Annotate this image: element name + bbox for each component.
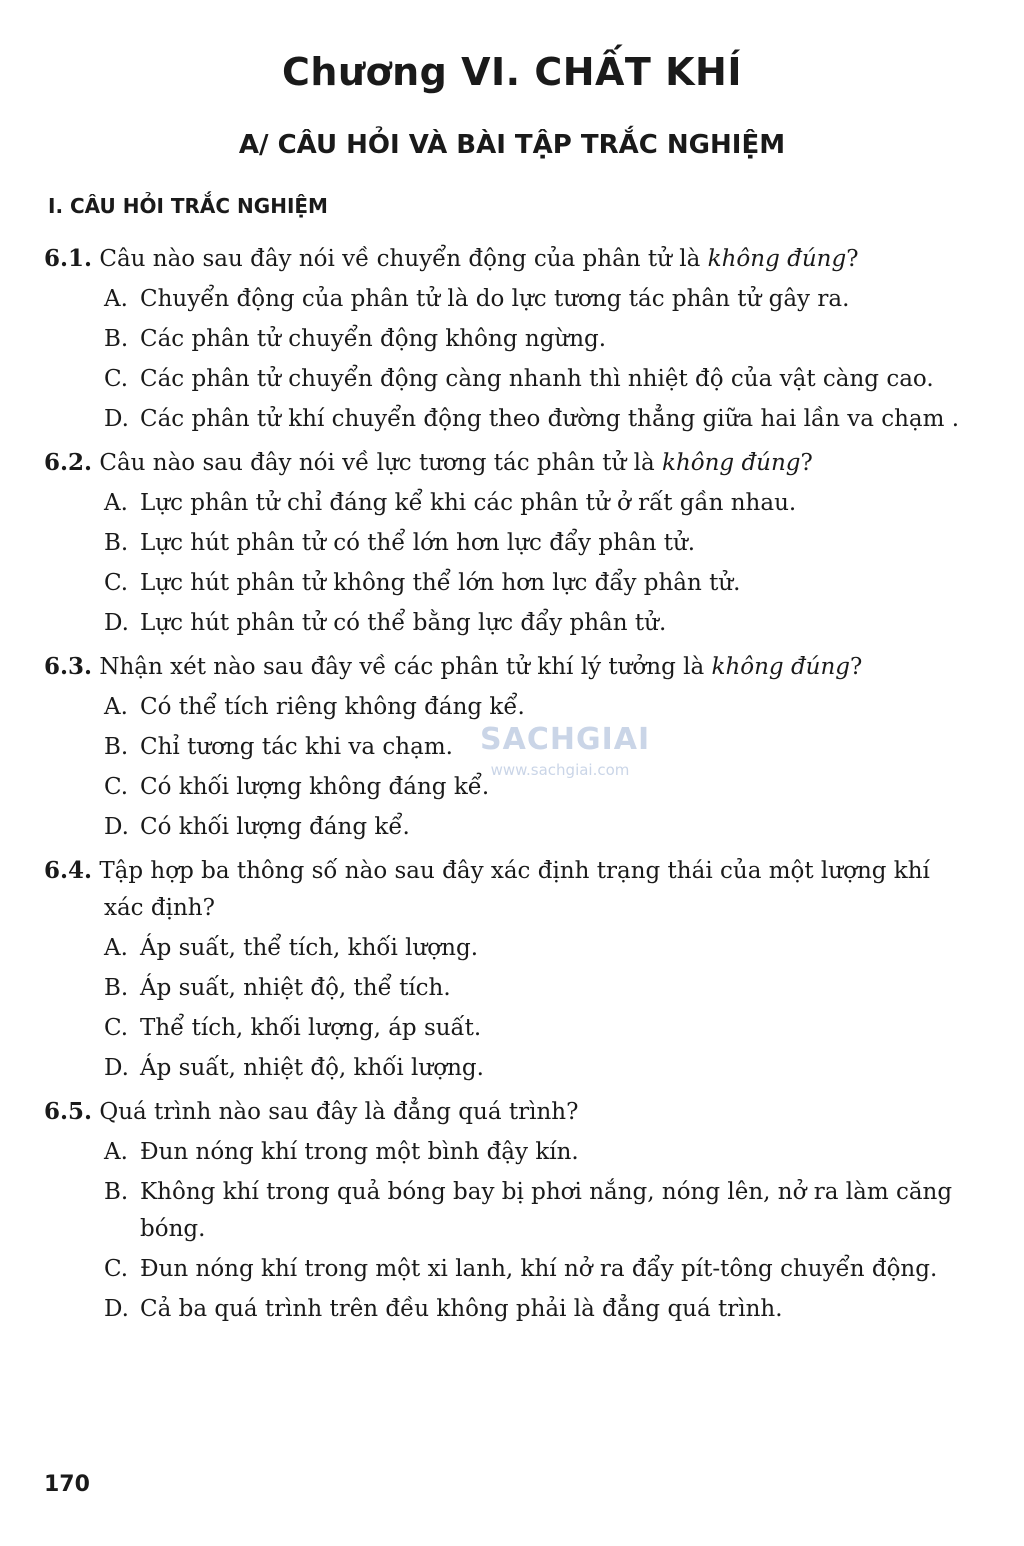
question-6-5 [44, 1093, 964, 1328]
question-number: 6.5. [44, 1098, 93, 1125]
option-letter: B. [104, 734, 129, 760]
option-text: Các phân tử khí chuyển động theo đường thẳng giữa hai lần va chạm . [140, 406, 960, 432]
option-text: Đun nóng khí trong một bình đậy kín. [140, 1139, 579, 1165]
option-text: Có khối lượng không đáng kể. [140, 774, 490, 800]
option-letter: D. [104, 406, 129, 432]
option-b [44, 321, 964, 358]
option-letter: A. [104, 286, 128, 312]
question-6-1 [44, 240, 964, 438]
option-c [44, 565, 964, 602]
option-d [44, 809, 964, 846]
option-text: Các phân tử chuyển động không ngừng. [140, 326, 607, 352]
option-letter: D. [104, 1055, 129, 1081]
option-letter: B. [104, 1179, 129, 1205]
question-stem [44, 648, 964, 686]
option-d [44, 1050, 964, 1087]
question-emphasis: không đúng [662, 450, 801, 476]
option-letter: D. [104, 1296, 129, 1322]
option-d [44, 605, 964, 642]
option-letter: A. [104, 694, 128, 720]
option-c [44, 1251, 964, 1288]
page-number: 170 [44, 1472, 90, 1497]
option-letter: B. [104, 975, 129, 1001]
question-6-2 [44, 444, 964, 642]
watermark [480, 722, 651, 779]
option-text: Cả ba quá trình trên đều không phải là đẳng quá trình. [140, 1296, 783, 1322]
option-text: Áp suất, nhiệt độ, thể tích. [140, 975, 451, 1001]
option-a [44, 1134, 964, 1171]
question-suffix: ? [800, 450, 813, 476]
question-emphasis: không đúng [711, 654, 851, 680]
option-text: Chuyển động của phân tử là do lực tương tác phân tử gây ra. [140, 286, 850, 312]
option-a [44, 689, 964, 726]
option-c [44, 361, 964, 398]
question-text: Câu nào sau đây nói về lực tương tác phân tử là [99, 450, 663, 476]
option-text: Không khí trong quả bóng bay bị phơi nắng, nóng lên, nở ra làm căng bóng. [140, 1179, 953, 1242]
option-d [44, 401, 964, 438]
option-a [44, 930, 964, 967]
option-letter: D. [104, 814, 129, 840]
watermark-url: www.sachgiai.com [490, 761, 630, 779]
option-b [44, 525, 964, 562]
option-a [44, 485, 964, 522]
option-letter: C. [104, 774, 129, 800]
option-text: Có khối lượng đáng kể. [140, 814, 410, 840]
option-letter: D. [104, 610, 129, 636]
option-text: Thể tích, khối lượng, áp suất. [140, 1015, 482, 1041]
option-letter: A. [104, 1139, 128, 1165]
chapter-title: Chương VI. CHẤT KHÍ [282, 50, 742, 94]
option-d [44, 1291, 964, 1328]
option-text: Đun nóng khí trong một xi lanh, khí nở ra đẩy pít-tông chuyển động. [140, 1256, 938, 1282]
option-letter: A. [104, 935, 128, 961]
question-stem [44, 240, 964, 278]
option-text: Áp suất, thể tích, khối lượng. [140, 935, 479, 961]
question-text: Câu nào sau đây nói về chuyển động của phân tử là [99, 246, 708, 272]
option-b [44, 1174, 964, 1248]
option-letter: C. [104, 1015, 129, 1041]
option-text: Các phân tử chuyển động càng nhanh thì nhiệt độ của vật càng cao. [140, 366, 934, 392]
option-text: Lực hút phân tử có thể lớn hơn lực đẩy phân tử. [140, 530, 696, 556]
option-letter: B. [104, 326, 129, 352]
question-number: 6.2. [44, 449, 93, 476]
question-number: 6.1. [44, 245, 93, 272]
question-suffix: ? [846, 246, 859, 272]
option-text: Lực phân tử chỉ đáng kể khi các phân tử ở rất gần nhau. [140, 490, 797, 516]
question-text: Quá trình nào sau đây là đẳng quá trình? [99, 1099, 579, 1125]
option-letter: C. [104, 366, 129, 392]
option-letter: A. [104, 490, 128, 516]
option-letter: B. [104, 530, 129, 556]
question-text: Nhận xét nào sau đây về các phân tử khí lý tưởng là [99, 654, 712, 680]
option-text: Áp suất, nhiệt độ, khối lượng. [140, 1055, 484, 1081]
option-b [44, 970, 964, 1007]
option-text: Chỉ tương tác khi va chạm. [140, 734, 453, 760]
question-stem [44, 444, 964, 482]
question-stem [44, 852, 964, 927]
option-letter: C. [104, 570, 129, 596]
option-text: Lực hút phân tử có thể bằng lực đẩy phân tử. [140, 610, 667, 636]
section-title: A/ CÂU HỎI VÀ BÀI TẬP TRẮC NGHIỆM [238, 130, 786, 160]
option-a [44, 281, 964, 318]
question-list [44, 240, 964, 1334]
question-suffix: ? [850, 654, 863, 680]
watermark-logo: SACHGIAI [480, 722, 651, 757]
option-text: Có thể tích riêng không đáng kể. [140, 694, 525, 720]
option-c [44, 1010, 964, 1047]
question-number: 6.4. [44, 857, 93, 884]
option-letter: C. [104, 1256, 129, 1282]
question-text: Tập hợp ba thông số nào sau đây xác định trạng thái của một lượng khí xác định? [99, 858, 930, 921]
option-text: Lực hút phân tử không thể lớn hơn lực đẩy phân tử. [140, 570, 741, 596]
question-number: 6.3. [44, 653, 93, 680]
question-emphasis: không đúng [707, 246, 847, 272]
question-6-4 [44, 852, 964, 1087]
subsection-title: I. CÂU HỎI TRẮC NGHIỆM [48, 194, 328, 218]
question-stem [44, 1093, 964, 1131]
